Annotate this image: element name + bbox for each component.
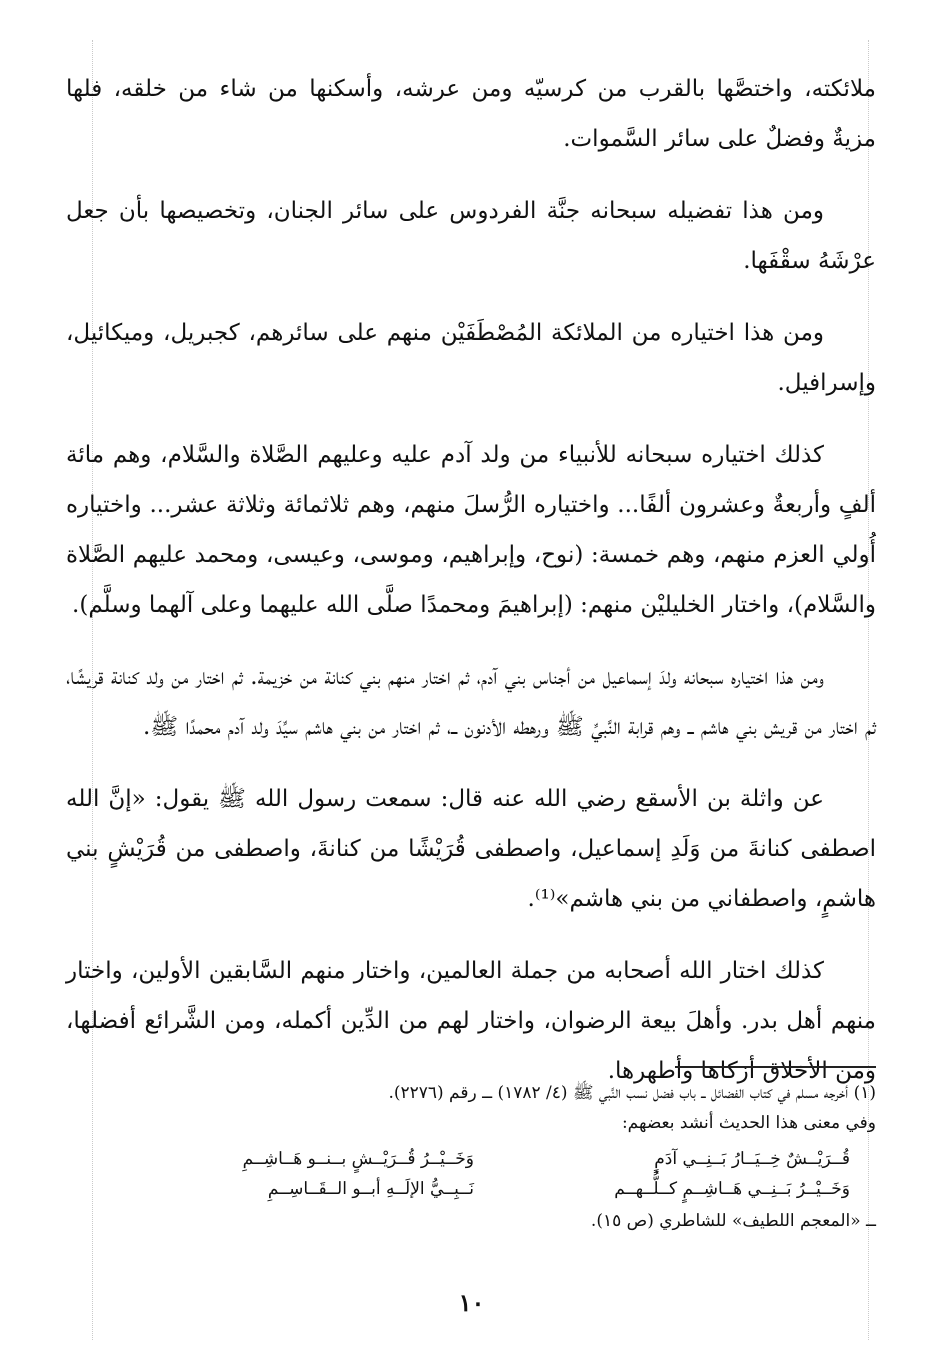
poem xyxy=(66,1144,876,1204)
poem-verse xyxy=(66,1174,876,1204)
footnotes xyxy=(66,1078,876,1236)
verse-second-hemistich: وَخَــيْــرُ قُــرَيْــشٍ بــنــو هَــاشِــمِ xyxy=(242,1149,474,1169)
main-text xyxy=(66,64,876,1118)
paragraph: كذلك اختياره سبحانه للأنبياء من ولد آدم عليه وعليهم الصَّلاة والسَّلام، وهم مائة ألفٍ وأربعةٌ وعشرون ألفًا... واختياره الرُّسلَ منهم، وهم ثلاثمائة وثلاثة عشر... واختياره أُولي العزم منهم، وهم خمسة: (نوح، وإبراهيم، وموسى، وعيسى، ومحمد عليهم الصَّلاة والسَّلام)، واختار الخليليْن منهم: (إبراهيمَ ومحمدًا صلَّى الله عليهما وعلى آلهما وسلَّم). xyxy=(66,442,876,618)
page-number: ١٠ xyxy=(458,1288,485,1317)
poem-verse xyxy=(66,1144,876,1174)
verse-first-hemistich: وَخَــيْــرُ بَــنِــي هَــاشِــمٍ كــلُّــهــم xyxy=(614,1179,850,1199)
paragraph: ومن هذا اختياره سبحانه ولدَ إسماعيل من أجناس بني آدم، ثم اختار منهم بني كنانة من خزيمة. ثم اختار من ولد كنانة قريشًا، ثم اختار من قريش بني هاشم ــ وهم قرابة النَّبيِّ ﷺ ورهطه الأدنون ــ، ثم اختار من بني هاشم سيِّدَ ولد آدم محمدًا ﷺ. xyxy=(66,664,876,740)
paragraph: ومن هذا تفضيله سبحانه جنَّة الفردوس على سائر الجنان، وتخصيصها بأن جعل عرْشَهُ سقْفَها. xyxy=(66,198,876,274)
paragraph: ومن هذا اختياره من الملائكة المُصْطَفَيْن منهم على سائرهم، كجبريل، وميكائيل، وإسرافيل. xyxy=(66,320,876,396)
footnote-separator xyxy=(675,1066,876,1068)
footnote-text: (١) أخرجه مسلم في كتاب الفضائل ــ باب فضل نسب النَّبي ﷺ (٤/ ١٧٨٢) ــ رقم (٢٢٧٦). xyxy=(388,1083,876,1103)
verse-second-hemistich: نَــبِــيُّ الإلَــهِ أبــو الــقَــاسِــمِ xyxy=(267,1179,474,1199)
paragraph: ملائكته، واختصَّها بالقرب من كرسيّه ومن عرشه، وأسكنها من شاء من خلقه، فلها مزيةٌ وفضلٌ على سائر السَّموات. xyxy=(66,76,876,152)
footnote-intro: وفي معنى هذا الحديث أنشد بعضهم: xyxy=(621,1113,876,1133)
paragraph: كذلك اختار الله أصحابه من جملة العالمين، واختار منهم السَّابقين الأولين، واختار منهم أهل بدر. وأهلَ بيعة الرضوان، واختار لهم من الدِّين أكمله، ومن الشَّرائع أفضلها، ومن الأخلاق أزكاها وأطهرها. xyxy=(66,958,876,1084)
verse-first-hemistich: قُــرَيْــشٌ خِــيَــارُ بَــنِــي آدَمٍ xyxy=(654,1149,850,1169)
footnote-source: ــ «المعجم اللطيف» للشاطري (ص ١٥). xyxy=(590,1211,876,1231)
paragraph: عن واثلة بن الأسقع رضي الله عنه قال: سمعت رسول الله ﷺ يقول: «إنَّ الله اصطفى كنانةَ من وَلَدِ إسماعيل، واصطفى قُرَيْشًا من كنانةَ، واصطفى من قُرَيْشٍ بني هاشمٍ، واصطفاني من بني هاشم»⁽¹⁾. xyxy=(66,786,876,912)
